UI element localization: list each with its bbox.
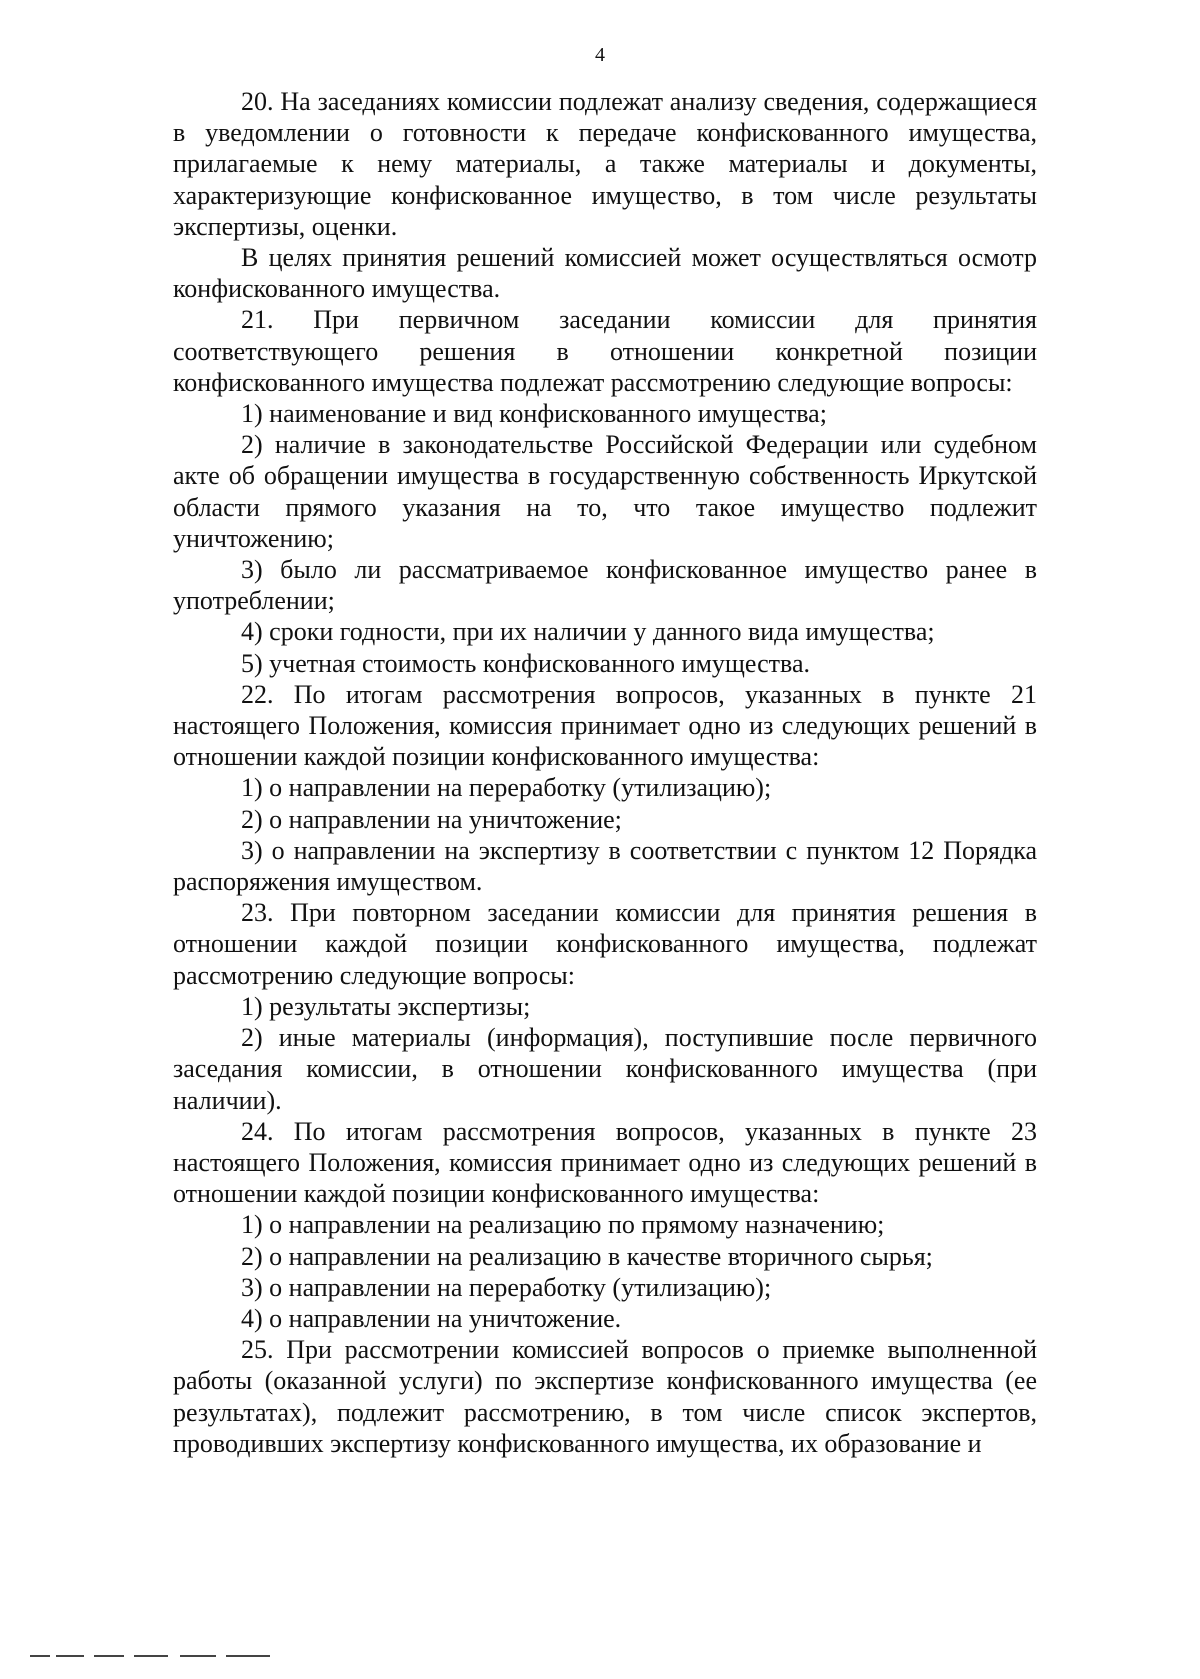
scan-edge-marks <box>30 1653 330 1659</box>
list-item: 2) о направлении на уничтожение; <box>241 804 622 834</box>
list-item: 2) о направлении на реализацию в качестве вторичного сырья; <box>241 1241 933 1271</box>
list-item: 4) о направлении на уничтожение. <box>241 1303 622 1333</box>
paragraph: В целях принятия решений комиссией может осуществляться осмотр конфискованного имущества. <box>173 243 1037 304</box>
list-item: 4) сроки годности, при их наличии у данного вида имущества; <box>241 617 935 647</box>
paragraph: 24. По итогам рассмотрения вопросов, указанных в пункте 23 настоящего Положения, комиссия принимает одно из следующих решений в отношении каждой позиции конфискованного имущества: <box>173 1116 1037 1209</box>
paragraph: 21. При первичном заседании комиссии для принятия соответствующего решения в отношении конкретной позиции конфискованного имущества подлежат рассмотрению следующие вопросы: <box>173 305 1037 397</box>
paragraph: 20. На заседаниях комиссии подлежат анализу сведения, содержащиеся в уведомлении о готовности к передаче конфискованного имущества, прилагаемые к нему материалы, а также материалы и документы, характеризующие конфискованное имущество, в том числе результаты экспертизы, оценки. <box>173 87 1037 241</box>
page-number: 4 <box>595 44 605 66</box>
list-item: 1) о направлении на реализацию по прямому назначению; <box>241 1210 885 1240</box>
list-item: 3) о направлении на переработку (утилизацию); <box>241 1272 772 1302</box>
paragraph: 22. По итогам рассмотрения вопросов, указанных в пункте 21 настоящего Положения, комиссия принимает одно из следующих решений в отношении каждой позиции конфискованного имущества: <box>173 679 1037 772</box>
list-item: 2) иные материалы (информация), поступившие после первичного заседания комиссии, в отношении конфискованного имущества (при наличии). <box>173 1023 1037 1115</box>
document-body <box>173 86 1037 1459</box>
paragraph: 25. При рассмотрении комиссией вопросов о приемке выполненной работы (оказанной услуги) по экспертизе конфискованного имущества (ее результатах), подлежит рассмотрению, в том числе список экспертов, проводивших экспертизу конфискованного имущества, их образование и <box>173 1335 1037 1458</box>
list-item: 1) о направлении на переработку (утилизацию); <box>241 773 772 803</box>
list-item: 1) наименование и вид конфискованного имущества; <box>241 399 827 429</box>
list-item: 5) учетная стоимость конфискованного имущества. <box>241 648 810 678</box>
list-item: 3) было ли рассматриваемое конфискованное имущество ранее в употреблении; <box>173 555 1037 616</box>
list-item: 1) результаты экспертизы; <box>241 991 531 1021</box>
paragraph: 23. При повторном заседании комиссии для принятия решения в отношении каждой позиции конфискованного имущества, подлежат рассмотрению следующие вопросы: <box>173 898 1037 990</box>
list-item: 3) о направлении на экспертизу в соответствии с пунктом 12 Порядка распоряжения имуществом. <box>173 835 1037 897</box>
list-item: 2) наличие в законодательстве Российской Федерации или судебном акте об обращении имущества в государственную собственность Иркутской области прямого указания на то, что такое имущество подлежит уничтожению; <box>173 430 1037 553</box>
